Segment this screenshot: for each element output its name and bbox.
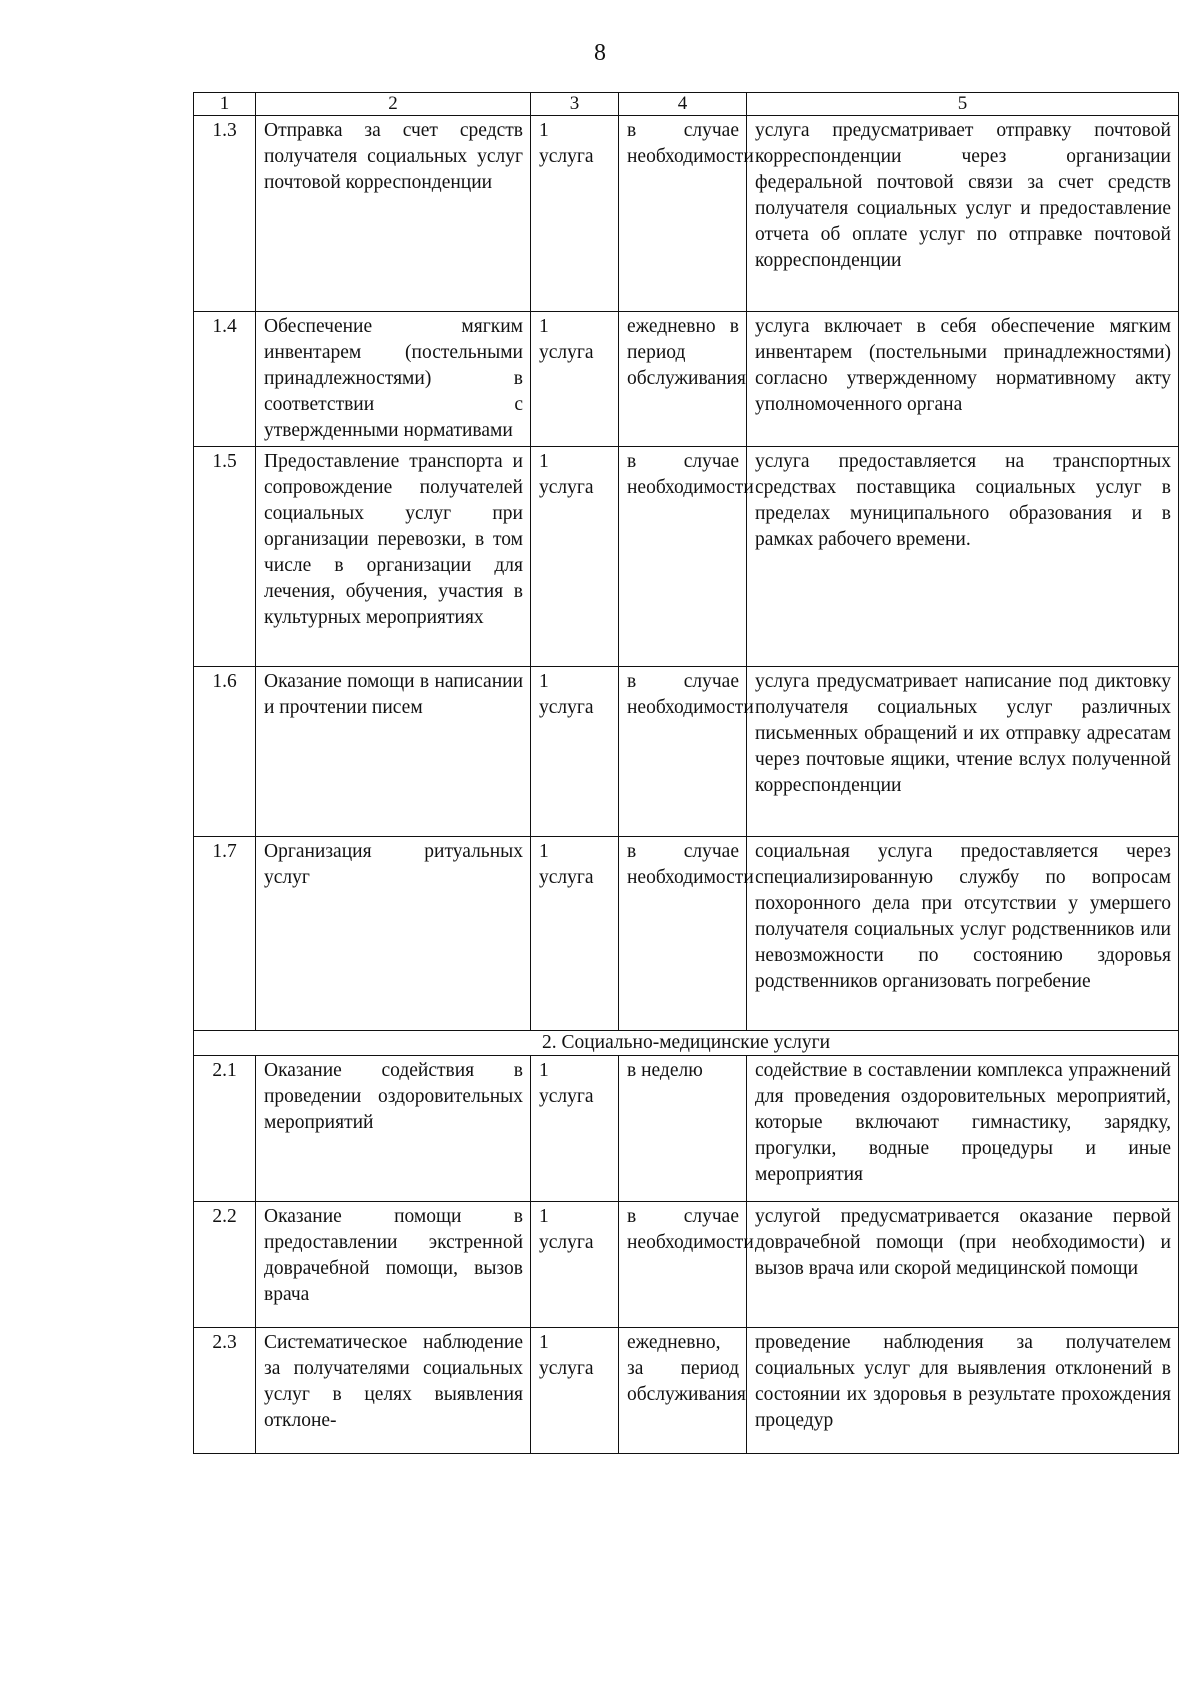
quantity-number: 1 — [539, 671, 549, 692]
quantity-number: 1 — [539, 1332, 549, 1353]
service-frequency: в случае необходимости — [619, 837, 747, 1031]
item-number: 2.1 — [194, 1056, 256, 1202]
item-number: 1.3 — [194, 116, 256, 312]
service-quantity — [531, 116, 619, 312]
quantity-number: 1 — [539, 1206, 549, 1227]
service-quantity — [531, 1056, 619, 1202]
item-number: 2.2 — [194, 1202, 256, 1328]
column-header-1: 1 — [194, 93, 256, 116]
service-description: социальная услуга предоставляется через специализированную службу по вопросам похоронного дела при отсутствии у умершего получателя социальных услуг родственников или невозможности по состоянию здоровья родственников организовать погребение — [747, 837, 1179, 1031]
quantity-unit: услуга — [539, 1358, 594, 1379]
service-name: Оказание содействия в проведении оздоровительных мероприятий — [256, 1056, 531, 1202]
services-table — [193, 92, 1179, 1454]
quantity-unit: услуга — [539, 146, 594, 167]
table-row — [194, 312, 1179, 447]
quantity-number: 1 — [539, 120, 549, 141]
item-number: 2.3 — [194, 1328, 256, 1454]
service-frequency: в случае необходимости — [619, 447, 747, 667]
table-row — [194, 1056, 1179, 1202]
quantity-number: 1 — [539, 451, 549, 472]
column-header-5: 5 — [747, 93, 1179, 116]
table-row — [194, 116, 1179, 312]
service-quantity — [531, 312, 619, 447]
quantity-unit: услуга — [539, 1232, 594, 1253]
service-name: Оказание помощи в предоставлении экстренной доврачебной помощи, вызов врача — [256, 1202, 531, 1328]
section-title: 2. Социально-медицинские услуги — [194, 1031, 1179, 1056]
quantity-unit: услуга — [539, 342, 594, 363]
service-frequency: ежедневно в период обслуживания — [619, 312, 747, 447]
service-name: Обеспечение мягким инвентарем (постельными принадлежностями) в соответствии с утвержденными нормативами — [256, 312, 531, 447]
table-row — [194, 1202, 1179, 1328]
service-description: проведение наблюдения за получателем социальных услуг для выявления отклонений в состоянии их здоровья в результате прохождения процедур — [747, 1328, 1179, 1454]
service-description: услуга предоставляется на транспортных средствах поставщика социальных услуг в пределах муниципального образования и в рамках рабочего времени. — [747, 447, 1179, 667]
service-frequency: в случае необходимости — [619, 667, 747, 837]
service-quantity — [531, 667, 619, 837]
service-frequency: в случае необходимости — [619, 116, 747, 312]
item-number: 1.7 — [194, 837, 256, 1031]
service-description: услуга предусматривает написание под диктовку получателя социальных услуг различных письменных обращений и их отправку адресатам через почтовые ящики, чтение вслух полученной корреспонденции — [747, 667, 1179, 837]
table-row — [194, 667, 1179, 837]
quantity-number: 1 — [539, 841, 549, 862]
column-header-4: 4 — [619, 93, 747, 116]
service-name: Систематическое наблюдение за получателями социальных услуг в целях выявления отклоне- — [256, 1328, 531, 1454]
header-row — [194, 93, 1179, 116]
service-frequency: в случае необходимости — [619, 1202, 747, 1328]
table-body — [194, 93, 1179, 1454]
service-name: Предоставление транспорта и сопровождение получателей социальных услуг при организации перевозки, в том числе в организации для лечения, обучения, участия в культурных мероприятиях — [256, 447, 531, 667]
service-frequency: ежедневно, за период обслуживания — [619, 1328, 747, 1454]
quantity-number: 1 — [539, 316, 549, 337]
table-row — [194, 447, 1179, 667]
service-description: услуга предусматривает отправку почтовой корреспонденции через организации федеральной почтовой связи за счет средств получателя социальных услуг и предоставление отчета об оплате услуг по отправке почтовой корреспонденции — [747, 116, 1179, 312]
page-number: 8 — [594, 40, 606, 66]
service-quantity — [531, 837, 619, 1031]
column-header-3: 3 — [531, 93, 619, 116]
item-number: 1.6 — [194, 667, 256, 837]
service-name: Организация ритуальных услуг — [256, 837, 531, 1031]
service-description: услугой предусматривается оказание первой доврачебной помощи (при необходимости) и вызов врача или скорой медицинской помощи — [747, 1202, 1179, 1328]
table-row — [194, 1328, 1179, 1454]
item-number: 1.4 — [194, 312, 256, 447]
quantity-unit: услуга — [539, 867, 594, 888]
service-name: Отправка за счет средств получателя социальных услуг почтовой корреспонденции — [256, 116, 531, 312]
quantity-unit: услуга — [539, 1086, 594, 1107]
table-row — [194, 837, 1179, 1031]
quantity-unit: услуга — [539, 697, 594, 718]
service-frequency: в неделю — [619, 1056, 747, 1202]
column-header-2: 2 — [256, 93, 531, 116]
item-number: 1.5 — [194, 447, 256, 667]
quantity-unit: услуга — [539, 477, 594, 498]
quantity-number: 1 — [539, 1060, 549, 1081]
service-name: Оказание помощи в написании и прочтении писем — [256, 667, 531, 837]
service-quantity — [531, 1202, 619, 1328]
service-quantity — [531, 447, 619, 667]
section-row — [194, 1031, 1179, 1056]
service-description: содействие в составлении комплекса упражнений для проведения оздоровительных мероприятий, которые включают гимнастику, зарядку, прогулки, водные процедуры и иные мероприятия — [747, 1056, 1179, 1202]
service-description: услуга включает в себя обеспечение мягким инвентарем (постельными принадлежностями) согласно утвержденному нормативному акту уполномоченного органа — [747, 312, 1179, 447]
service-quantity — [531, 1328, 619, 1454]
